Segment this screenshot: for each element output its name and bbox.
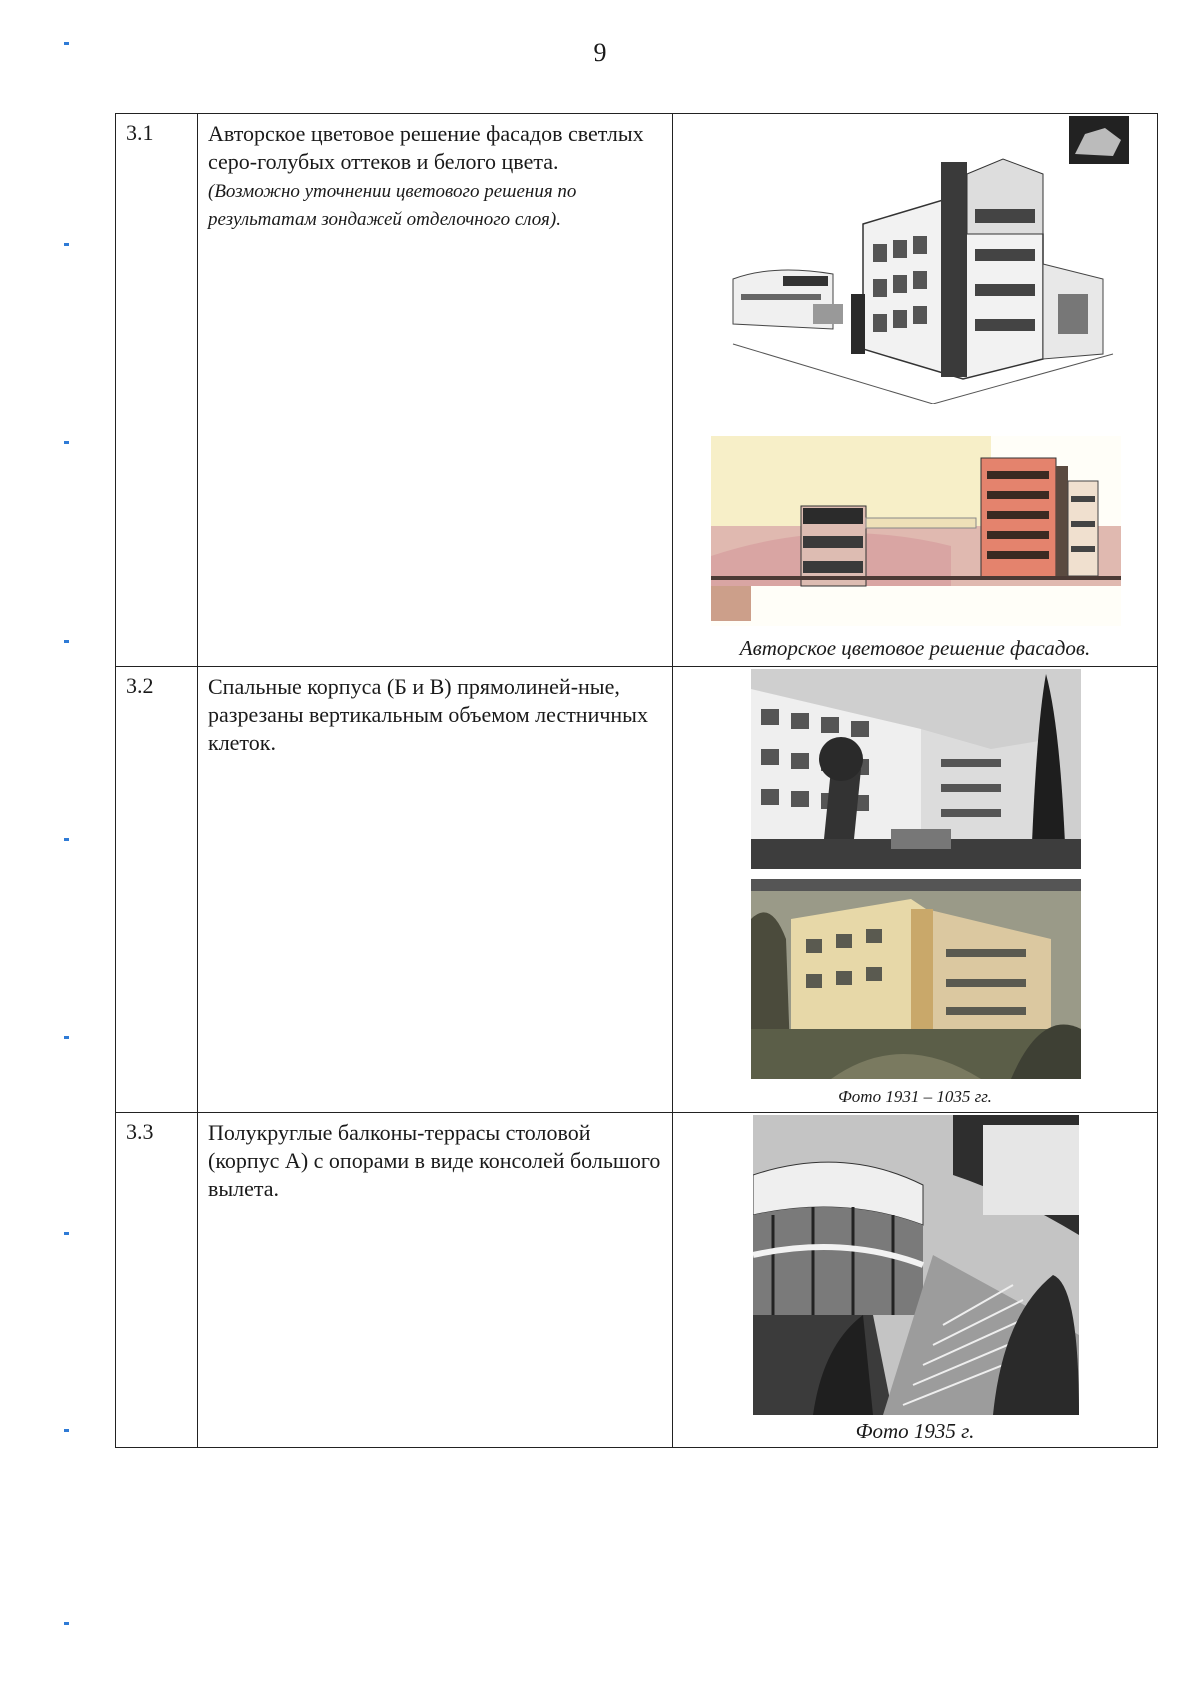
features-table: [115, 113, 1158, 1448]
description-text: Авторское цветовое решение фасадов светлых серо-голубых оттеков и белого цвета.: [208, 121, 644, 174]
page-number: 9: [593, 38, 607, 67]
dormitory-photo-color: [751, 879, 1081, 1079]
figure-caption: Авторское цветовое решение фасадов.: [739, 636, 1091, 660]
image-cell: [673, 667, 1158, 1113]
description-text: Полукруглые балконы-террасы столовой (корпус А) с опорами в виде консолей большого вылета.: [208, 1120, 661, 1201]
row-number: 3.3: [116, 1113, 198, 1448]
table-row: [116, 1113, 1158, 1448]
row-number: 3.2: [116, 667, 198, 1113]
margin-mark: [64, 441, 69, 444]
margin-mark: [64, 1232, 69, 1235]
row-description: [198, 1113, 673, 1448]
margin-mark: [64, 42, 69, 45]
dining-terrace-photo: [753, 1115, 1079, 1415]
margin-mark: [64, 1036, 69, 1039]
figure-caption: Фото 1931 – 1035 гг.: [838, 1087, 992, 1106]
dormitory-photo-bw: [751, 669, 1081, 869]
facade-color-elevation: [711, 436, 1121, 626]
image-cell: [673, 1113, 1158, 1448]
margin-mark: [64, 1429, 69, 1432]
image-cell: [673, 114, 1158, 667]
margin-mark: [64, 1622, 69, 1625]
row-description: [198, 667, 673, 1113]
description-text: Спальные корпуса (Б и В) прямолиней-ные, разрезаны вертикальным объемом лестничных клеток.: [208, 674, 648, 755]
description-note: (Возможно уточнении цветового решения по результатам зондажей отделочного слоя).: [208, 181, 577, 230]
margin-mark: [64, 838, 69, 841]
row-description: [198, 114, 673, 667]
facade-perspective-drawing: [713, 114, 1133, 404]
table-row: [116, 667, 1158, 1113]
table-row: [116, 114, 1158, 667]
margin-mark: [64, 243, 69, 246]
margin-mark: [64, 640, 69, 643]
figure-caption: Фото 1935 г.: [855, 1419, 975, 1443]
row-number: 3.1: [116, 114, 198, 667]
